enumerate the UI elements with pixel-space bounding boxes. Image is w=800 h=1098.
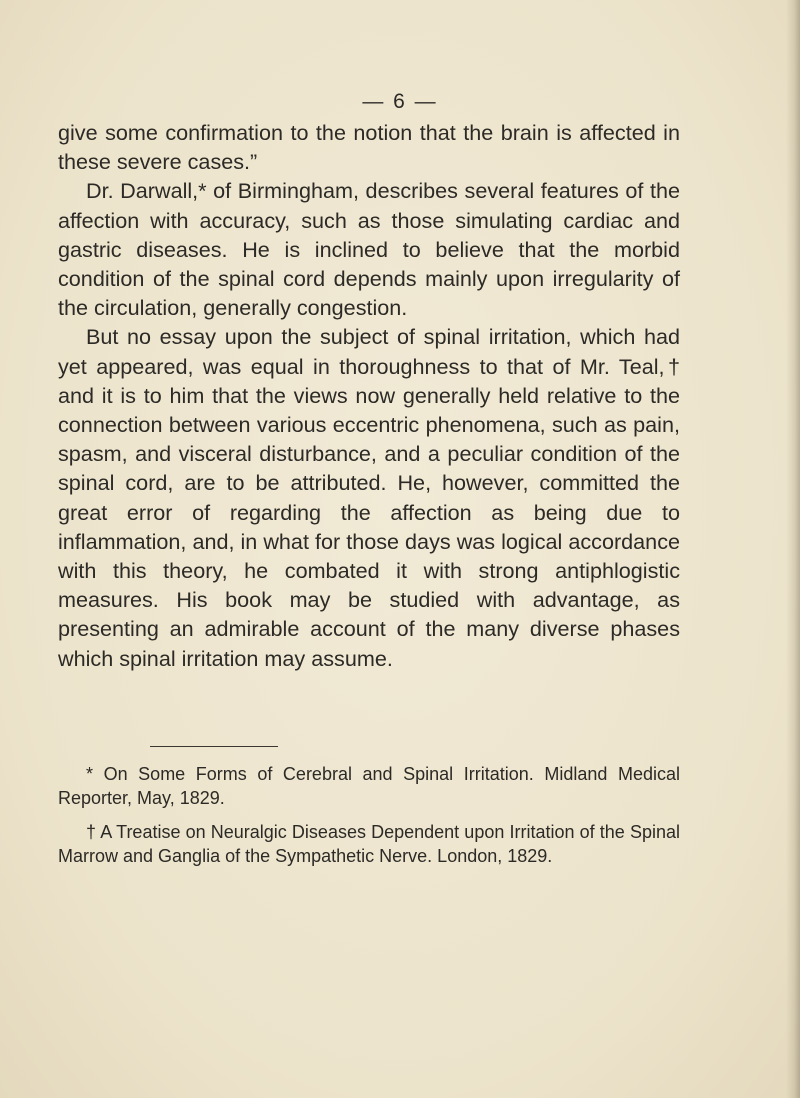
page-number: — 6 — [362,90,438,113]
body-text [58,118,680,673]
footnote-teal: † A Treatise on Neuralgic Diseases Dependent upon Irritation of the Spinal Marrow and Ganglia of the Sympathetic Nerve. London, 1829. [58,822,680,866]
footnote-darwall: * On Some Forms of Cerebral and Spinal Irritation. Midland Medical Reporter, May, 1829. [58,764,680,808]
paragraph-continuation: give some confirmation to the notion that the brain is affected in these severe cases.” [58,120,680,175]
paragraph-teal: But no essay upon the subject of spinal irritation, which had yet appeared, was equal in thoroughness to that of Mr. Teal,† and it is to him that the views now generally held relative to the connection between various eccentric phenomena, such as pain, spasm, and visceral disturbance, and a peculiar condition of the spinal cord, are to be attributed. He, however, committed the great error of regarding the affection as being due to inflammation, and, in what for those days was logical accordance with this theory, he combated it with strong antiphlogistic measures. His book may be studied with advantage, as presenting an admirable account of the many diverse phases which spinal irritation may assume. [58,324,680,671]
footnotes [58,762,680,878]
paragraph-darwall: Dr. Darwall,* of Birmingham, describes several features of the affection with accuracy, such as those simulating cardiac and gastric diseases. He is inclined to believe that the morbid condition of the spinal cord depends mainly upon irregularity of the circulation, generally congestion. [58,178,680,321]
page-edge-shadow [786,0,800,1098]
footnote-divider [150,746,278,747]
